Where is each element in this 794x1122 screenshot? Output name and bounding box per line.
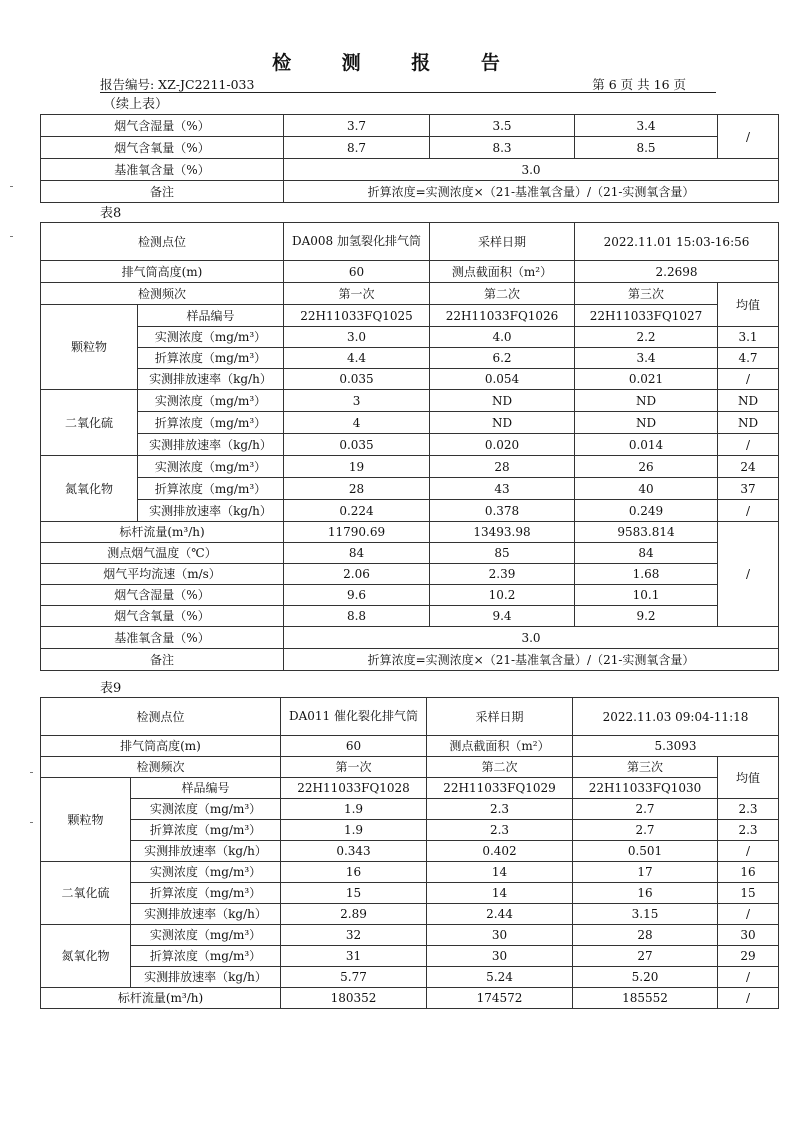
table-row	[41, 283, 779, 305]
row-label: 实测排放速率（kg/h）	[131, 841, 281, 862]
scan-mark	[10, 186, 13, 187]
cell-value: 43	[430, 478, 575, 500]
cell-value: 5.24	[427, 967, 573, 988]
cell-value: 22H11033FQ1029	[427, 778, 573, 799]
group-label: 二氧化硫	[41, 390, 138, 456]
avg-cell: 29	[718, 946, 779, 967]
cell-value: 0.378	[430, 500, 575, 522]
cell-value: DA008 加氢裂化排气筒	[284, 223, 430, 261]
cell-value: 30	[427, 925, 573, 946]
row-label: 实测浓度（mg/m³）	[131, 862, 281, 883]
cell-value: 22H11033FQ1025	[284, 305, 430, 327]
cell-value: DA011 催化裂化排气筒	[281, 698, 427, 736]
cell-value: 9583.814	[575, 522, 718, 543]
table9-caption: 表9	[100, 681, 122, 696]
table-row	[41, 478, 779, 500]
avg-cell: 37	[718, 478, 779, 500]
scan-mark	[10, 236, 13, 237]
table-row	[41, 967, 779, 988]
cell-value: 0.021	[575, 369, 718, 390]
table-row	[41, 606, 779, 627]
cell-value: 1.9	[281, 799, 427, 820]
cell-value: 8.3	[430, 137, 575, 159]
table-row	[41, 434, 779, 456]
cell-value: 4.0	[430, 327, 575, 348]
row-label: 测点截面积（m²）	[427, 736, 573, 757]
row-label: 折算浓度（mg/m³）	[138, 348, 284, 369]
continued-caption: （续上表）	[103, 97, 169, 112]
cell-value: 2022.11.01 15:03-16:56	[575, 223, 779, 261]
row-label: 检测频次	[41, 283, 284, 305]
cell-value: 0.054	[430, 369, 575, 390]
cell-value: 14	[427, 883, 573, 904]
cell-value: 9.6	[284, 585, 430, 606]
group-label: 颗粒物	[41, 778, 131, 862]
avg-cell: 2.3	[718, 799, 779, 820]
cell-value: ND	[575, 412, 718, 434]
cell-value: ND	[430, 412, 575, 434]
cell-value: 60	[284, 261, 430, 283]
cell-value: 8.8	[284, 606, 430, 627]
cell-value: 2.7	[573, 820, 718, 841]
cell-value: 2.3	[427, 820, 573, 841]
avg-cell: /	[718, 904, 779, 925]
row-label: 实测排放速率（kg/h）	[131, 967, 281, 988]
table-row	[41, 925, 779, 946]
table-row	[41, 585, 779, 606]
scan-mark	[30, 772, 33, 773]
row-label: 折算浓度（mg/m³）	[131, 820, 281, 841]
row-label: 样品编号	[138, 305, 284, 327]
table-row	[41, 305, 779, 327]
table8-caption: 表8	[100, 206, 122, 221]
cell-value: 0.343	[281, 841, 427, 862]
row-label: 检测点位	[41, 698, 281, 736]
cell-value: 28	[573, 925, 718, 946]
cell-value: 3	[284, 390, 430, 412]
report-number: 报告编号: XZ-JC2211-033	[100, 77, 255, 92]
table-row	[41, 698, 779, 736]
row-label: 实测浓度（mg/m³）	[131, 925, 281, 946]
cell-value: 第一次	[281, 757, 427, 778]
cell-value: 1.9	[281, 820, 427, 841]
avg-cell: 24	[718, 456, 779, 478]
table-row	[41, 456, 779, 478]
cell-value: 85	[430, 543, 575, 564]
cell-value: 185552	[573, 988, 718, 1009]
cell-value: 22H11033FQ1030	[573, 778, 718, 799]
row-label: 备注	[41, 181, 284, 203]
row-label: 折算浓度（mg/m³）	[138, 478, 284, 500]
row-label: 实测排放速率（kg/h）	[131, 904, 281, 925]
cell-value: 22H11033FQ1027	[575, 305, 718, 327]
avg-cell: ND	[718, 412, 779, 434]
cell-value: 84	[575, 543, 718, 564]
table-row	[41, 500, 779, 522]
remark-text: 折算浓度=实测浓度×（21-基准氧含量）/（21-实测氧含量）	[284, 649, 779, 671]
table-row	[41, 348, 779, 369]
row-label: 检测点位	[41, 223, 284, 261]
table-row	[41, 543, 779, 564]
cell-value: 2.44	[427, 904, 573, 925]
group-label: 二氧化硫	[41, 862, 131, 925]
cell-value: 2.39	[430, 564, 575, 585]
cell-value: 0.501	[573, 841, 718, 862]
table-row	[41, 988, 779, 1009]
row-label: 标杆流量(m³/h)	[41, 522, 284, 543]
cell-value: 27	[573, 946, 718, 967]
table-row	[41, 757, 779, 778]
avg-cell: /	[718, 988, 779, 1009]
avg-cell: 4.7	[718, 348, 779, 369]
row-label: 排气筒高度(m)	[41, 736, 281, 757]
cell-value: 10.1	[575, 585, 718, 606]
row-label: 烟气含湿量（%）	[41, 115, 284, 137]
cell-value: 40	[575, 478, 718, 500]
cell-value: 第三次	[573, 757, 718, 778]
table-row	[41, 115, 779, 137]
cell-value: 31	[281, 946, 427, 967]
cell-value: 第三次	[575, 283, 718, 305]
remark-text: 折算浓度=实测浓度×（21-基准氧含量）/（21-实测氧含量）	[284, 181, 779, 203]
table-row	[41, 883, 779, 904]
table-row	[41, 904, 779, 925]
avg-cell: /	[718, 841, 779, 862]
row-label: 实测浓度（mg/m³）	[138, 390, 284, 412]
table-row	[41, 820, 779, 841]
cell-value: 5.77	[281, 967, 427, 988]
avg-cell: 15	[718, 883, 779, 904]
cell-value: 22H11033FQ1028	[281, 778, 427, 799]
cell-value: 28	[430, 456, 575, 478]
cell-value: 3.15	[573, 904, 718, 925]
avg-cell: 3.1	[718, 327, 779, 348]
cell-value: 10.2	[430, 585, 575, 606]
table8	[40, 222, 779, 671]
table-row	[41, 564, 779, 585]
table-row	[41, 799, 779, 820]
cell-value: 174572	[427, 988, 573, 1009]
cell-value: 0.249	[575, 500, 718, 522]
cell-value: 16	[573, 883, 718, 904]
row-label: 测点烟气温度（℃）	[41, 543, 284, 564]
row-label: 检测频次	[41, 757, 281, 778]
cell-value: 3.4	[575, 115, 718, 137]
row-label: 烟气含氧量（%）	[41, 137, 284, 159]
avg-cell: ND	[718, 390, 779, 412]
table-row	[41, 736, 779, 757]
cell-value: 4	[284, 412, 430, 434]
cell-value: 8.5	[575, 137, 718, 159]
avg-cell: /	[718, 434, 779, 456]
cell-value: 2.89	[281, 904, 427, 925]
row-label: 样品编号	[131, 778, 281, 799]
cell-value: 32	[281, 925, 427, 946]
cell-value: 17	[573, 862, 718, 883]
group-label: 颗粒物	[41, 305, 138, 390]
cell-value: 2.7	[573, 799, 718, 820]
cell-value: 9.4	[430, 606, 575, 627]
cell-value: 2.06	[284, 564, 430, 585]
row-label: 折算浓度（mg/m³）	[131, 946, 281, 967]
row-label: 实测浓度（mg/m³）	[138, 456, 284, 478]
cell-value: 0.035	[284, 434, 430, 456]
row-label: 采样日期	[430, 223, 575, 261]
row-label: 实测排放速率（kg/h）	[138, 434, 284, 456]
avg-cell: /	[718, 115, 779, 159]
cell-value: 2.2	[575, 327, 718, 348]
cell-value: 22H11033FQ1026	[430, 305, 575, 327]
avg-cell: /	[718, 500, 779, 522]
cell-value: ND	[575, 390, 718, 412]
cell-value: 14	[427, 862, 573, 883]
cell-value: 4.4	[284, 348, 430, 369]
table-row	[41, 159, 779, 181]
cell-value: 0.035	[284, 369, 430, 390]
avg-cell: 30	[718, 925, 779, 946]
table-row	[41, 522, 779, 543]
avg-header: 均值	[718, 757, 779, 799]
cell-value: 3.7	[284, 115, 430, 137]
table-row	[41, 946, 779, 967]
table-row	[41, 841, 779, 862]
cell-value: 第二次	[430, 283, 575, 305]
cell-value: 30	[427, 946, 573, 967]
cell-value: 0.020	[430, 434, 575, 456]
continued-table	[40, 114, 779, 203]
cell-value: 60	[281, 736, 427, 757]
cell-value: 0.014	[575, 434, 718, 456]
avg-cell: /	[718, 369, 779, 390]
cell-value: 2022.11.03 09:04-11:18	[573, 698, 779, 736]
row-label: 折算浓度（mg/m³）	[131, 883, 281, 904]
cell-value: 3.5	[430, 115, 575, 137]
report-title: 检 测 报 告	[272, 52, 522, 74]
cell-value: 9.2	[575, 606, 718, 627]
cell-value: 3.0	[284, 627, 779, 649]
cell-value: 180352	[281, 988, 427, 1009]
cell-value: 3.4	[575, 348, 718, 369]
table-row	[41, 369, 779, 390]
row-label: 基准氧含量（%）	[41, 627, 284, 649]
row-label: 采样日期	[427, 698, 573, 736]
avg-cell: 16	[718, 862, 779, 883]
table-row	[41, 778, 779, 799]
group-label: 氮氧化物	[41, 456, 138, 522]
cell-value: 84	[284, 543, 430, 564]
row-label: 实测浓度（mg/m³）	[138, 327, 284, 348]
row-label: 备注	[41, 649, 284, 671]
group-label: 氮氧化物	[41, 925, 131, 988]
scan-mark	[30, 822, 33, 823]
cell-value: 0.402	[427, 841, 573, 862]
cell-value: 1.68	[575, 564, 718, 585]
table-row	[41, 137, 779, 159]
avg-header: 均值	[718, 283, 779, 327]
row-label: 实测排放速率（kg/h）	[138, 500, 284, 522]
table-row	[41, 261, 779, 283]
cell-value: 3.0	[284, 159, 779, 181]
cell-value: 19	[284, 456, 430, 478]
row-label: 烟气平均流速（m/s）	[41, 564, 284, 585]
cell-value: 16	[281, 862, 427, 883]
row-label: 测点截面积（m²）	[430, 261, 575, 283]
table-row	[41, 327, 779, 348]
cell-value: 2.3	[427, 799, 573, 820]
cell-value: 13493.98	[430, 522, 575, 543]
row-label: 烟气含氧量（%）	[41, 606, 284, 627]
cell-value: 2.2698	[575, 261, 779, 283]
cell-value: ND	[430, 390, 575, 412]
cell-value: 8.7	[284, 137, 430, 159]
cell-value: 5.20	[573, 967, 718, 988]
row-label: 标杆流量(m³/h)	[41, 988, 281, 1009]
avg-cell: /	[718, 522, 779, 627]
cell-value: 0.224	[284, 500, 430, 522]
table-row	[41, 223, 779, 261]
cell-value: 15	[281, 883, 427, 904]
row-label: 实测排放速率（kg/h）	[138, 369, 284, 390]
cell-value: 第二次	[427, 757, 573, 778]
row-label: 基准氧含量（%）	[41, 159, 284, 181]
cell-value: 5.3093	[573, 736, 779, 757]
table-row	[41, 181, 779, 203]
cell-value: 26	[575, 456, 718, 478]
cell-value: 11790.69	[284, 522, 430, 543]
cell-value: 28	[284, 478, 430, 500]
row-label: 折算浓度（mg/m³）	[138, 412, 284, 434]
row-label: 排气筒高度(m)	[41, 261, 284, 283]
table-row	[41, 627, 779, 649]
cell-value: 6.2	[430, 348, 575, 369]
page-info: 第 6 页 共 16 页	[592, 77, 686, 92]
avg-cell: /	[718, 967, 779, 988]
cell-value: 第一次	[284, 283, 430, 305]
avg-cell: 2.3	[718, 820, 779, 841]
table-row	[41, 390, 779, 412]
row-label: 实测浓度（mg/m³）	[131, 799, 281, 820]
cell-value: 3.0	[284, 327, 430, 348]
row-label: 烟气含湿量（%）	[41, 585, 284, 606]
table9	[40, 697, 779, 1009]
table-row	[41, 412, 779, 434]
report-header	[100, 74, 716, 93]
table-row	[41, 649, 779, 671]
table-row	[41, 862, 779, 883]
